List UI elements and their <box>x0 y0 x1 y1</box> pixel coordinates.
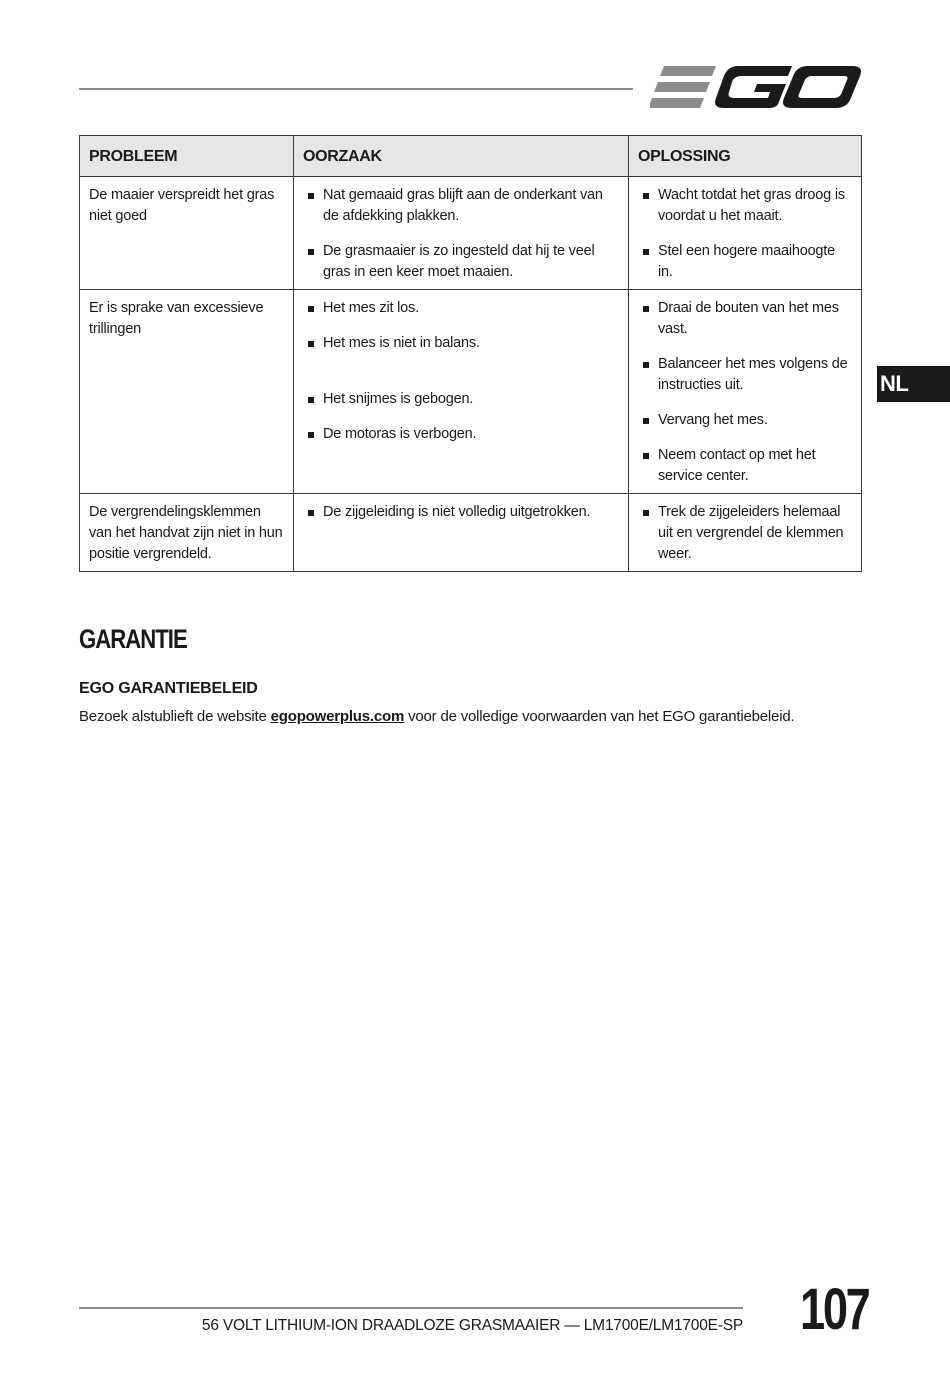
section-title: GARANTIE <box>79 624 187 654</box>
header-cause: OORZAAK <box>294 136 629 177</box>
warranty-text-after: voor de volledige voorwaarden van het EGO garantiebeleid. <box>404 708 795 725</box>
troubleshooting-table <box>79 135 862 572</box>
list-item: Het mes zit los. <box>303 298 619 319</box>
footer-title: 56 VOLT LITHIUM-ION DRAADLOZE GRASMAAIER — LM1700E/LM1700E-SP <box>201 1317 743 1334</box>
language-tab: NL <box>877 366 950 402</box>
list-item: Stel een hogere maaihoogte in. <box>638 241 852 283</box>
list-item: Draai de bouten van het mes vast. <box>638 298 852 340</box>
cause-cell <box>294 290 629 494</box>
problem-cell: De vergrendelingsklemmen van het handvat zijn niet in hun positie vergrendeld. <box>80 494 294 572</box>
header-rule <box>79 88 633 90</box>
website-link[interactable]: egopowerplus.com <box>270 708 405 725</box>
table-row <box>80 494 862 572</box>
problem-cell: De maaier verspreidt het gras niet goed <box>80 177 294 290</box>
list-item: Vervang het mes. <box>638 410 852 431</box>
warranty-text-before: Bezoek alstublieft de website <box>79 708 271 725</box>
solution-cell <box>629 494 862 572</box>
page-number: 107 <box>800 1277 869 1342</box>
list-item: De zijgeleiding is niet volledig uitgetrokken. <box>303 502 619 523</box>
list-item: Wacht totdat het gras droog is voordat u het maait. <box>638 185 852 227</box>
section-subtitle: EGO GARANTIEBELEID <box>79 680 258 697</box>
list-item: Trek de zijgeleiders helemaal uit en vergrendel de klemmen weer. <box>638 502 852 565</box>
table-row <box>80 290 862 494</box>
list-item: Balanceer het mes volgens de instructies uit. <box>638 354 852 396</box>
table-row <box>80 177 862 290</box>
list-item: Het snijmes is gebogen. <box>303 389 619 410</box>
list-item: Nat gemaaid gras blijft aan de onderkant van de afdekking plakken. <box>303 185 619 227</box>
ego-logo <box>650 62 862 114</box>
solution-cell <box>629 290 862 494</box>
solution-cell <box>629 177 862 290</box>
list-item: Het mes is niet in balans. <box>303 333 619 354</box>
cause-cell <box>294 177 629 290</box>
warranty-paragraph <box>79 708 794 725</box>
list-item: De grasmaaier is zo ingesteld dat hij te veel gras in een keer moet maaien. <box>303 241 619 283</box>
list-item: Neem contact op met het service center. <box>638 445 852 487</box>
cause-cell <box>294 494 629 572</box>
header-problem: PROBLEEM <box>80 136 294 177</box>
list-item: De motoras is verbogen. <box>303 424 619 445</box>
header-solution: OPLOSSING <box>629 136 862 177</box>
footer-rule <box>79 1307 743 1309</box>
table-header-row <box>80 136 862 177</box>
problem-cell: Er is sprake van excessieve trillingen <box>80 290 294 494</box>
